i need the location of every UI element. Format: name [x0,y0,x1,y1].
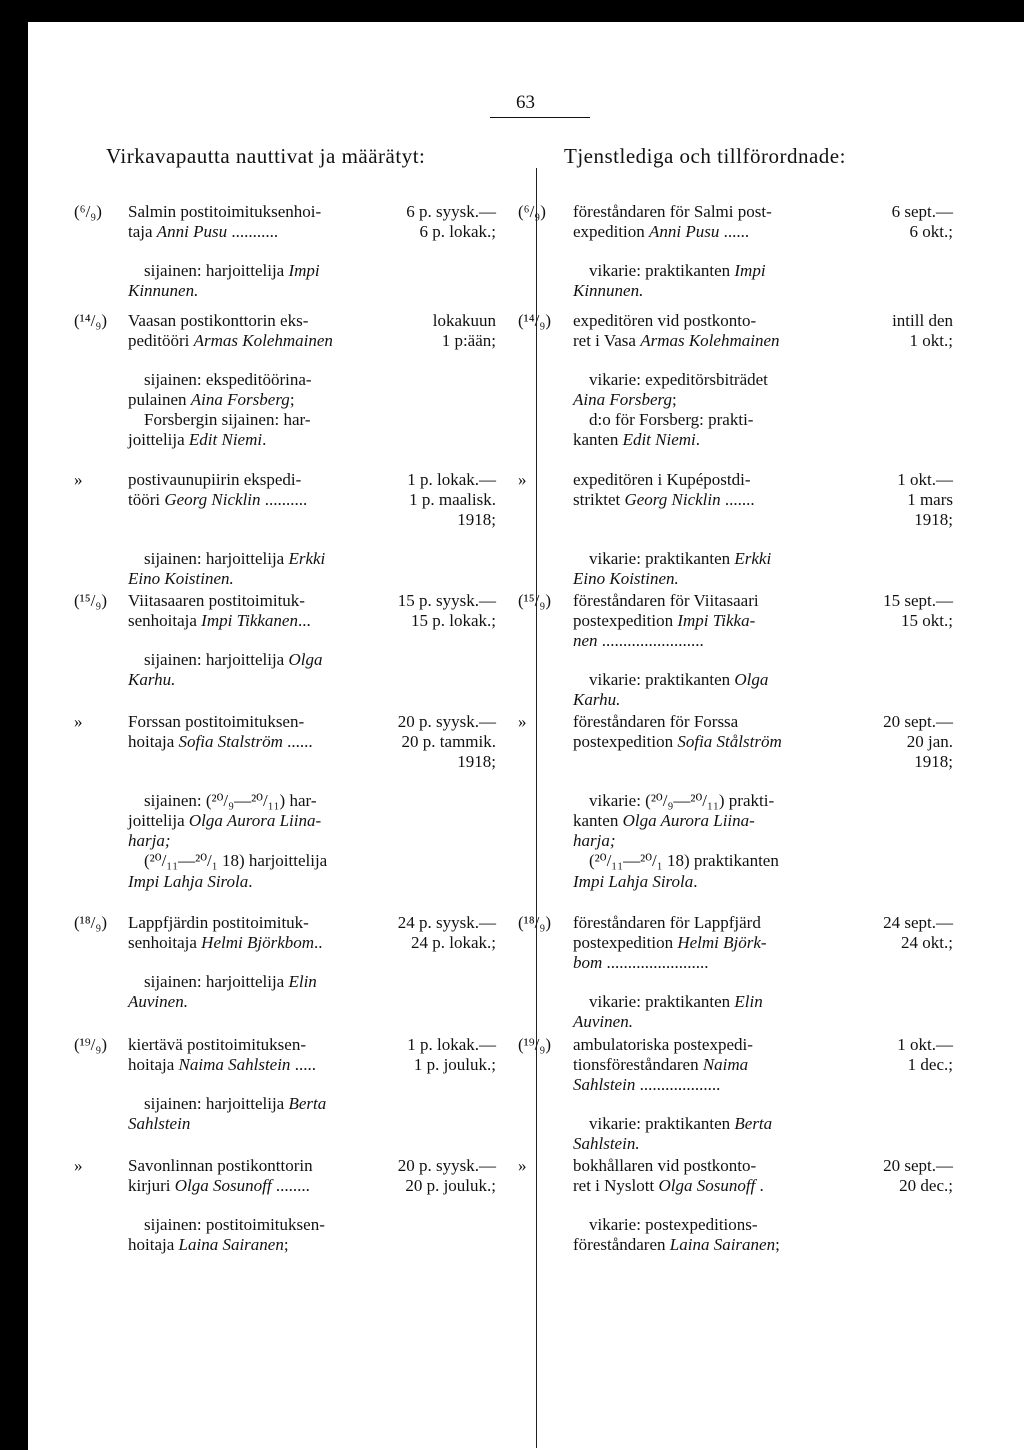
left-entry-text: Lappfjärdin postitoimituk- [128,913,309,932]
left-substitute-text: Eino Koistinen. [128,568,234,588]
left-substitute-text: Forsbergin sijainen: har- [144,409,311,429]
right-entry-date: 24 okt.; [901,933,953,953]
right-entry-date: 1 okt.; [909,331,953,351]
right-column-heading: Tjenstlediga och tillförordnade: [564,144,846,168]
left-entry-code: » [74,712,83,731]
right-entry-text: expeditören vid postkonto- [573,311,757,330]
left-entry-date: 24 p. lokak.; [411,933,496,953]
left-substitute-text: sijainen: harjoittelija Impi [144,260,320,280]
right-entry-code: (¹⁵/₉) [518,591,551,610]
right-substitute-text: vikarie: expeditörsbiträdet [589,369,768,389]
left-entry-code: (¹⁸/₉) [74,913,107,932]
right-substitute-text: Sahlstein. [573,1133,640,1153]
right-entry-text: tionsföreståndaren Naima [573,1055,749,1075]
right-substitute-text: vikarie: praktikanten Impi [589,260,766,280]
column-divider [536,168,537,1448]
right-entry-date: 1 okt.— [897,1035,953,1054]
right-substitute-text: Kinnunen. [573,280,644,300]
left-entry-date: 20 p. syysk.— [397,712,496,731]
right-entry-text: ret i Vasa Armas Kolehmainen [573,331,780,351]
right-substitute-text: (²⁰/₁₁—²⁰/₁ 18) praktikanten [589,851,779,871]
right-substitute-text: Eino Koistinen. [573,568,679,588]
left-substitute-text: Karhu. [128,669,176,689]
right-entry-date: 20 jan. [906,732,953,752]
left-entry-text: Forssan postitoimituksen- [128,712,305,731]
left-substitute-text: Sahlstein [128,1113,191,1133]
right-substitute-text: föreståndaren Laina Sairanen; [573,1234,780,1254]
left-entry-code: » [74,470,83,489]
right-substitute-text: kanten Olga Aurora Liina- [573,810,755,830]
left-entry-text: hoitaja Sofia Stalström ...... [128,732,313,752]
right-substitute-text: Karhu. [573,689,621,709]
left-entry-text: kirjuri Olga Sosunoff ........ [128,1176,310,1196]
right-entry-code: » [518,470,527,489]
right-entry-date: 1918; [914,510,953,530]
right-entry-text: nen ........................ [573,631,704,651]
right-entry-date: 1 okt.— [897,470,953,489]
right-substitute-text: vikarie: (²⁰/₉—²⁰/₁₁) prakti- [589,790,775,810]
right-entry-text: expeditören i Kupépostdi- [573,470,751,489]
left-substitute-text: sijainen: ekspeditöörina- [144,369,312,389]
right-entry-date: 1 dec.; [907,1055,953,1075]
right-entry-date: 6 okt.; [909,222,953,242]
right-entry-text: föreståndaren för Lappfjärd [573,913,761,932]
left-substitute-text: sijainen: harjoittelija Elin [144,971,317,991]
left-entry-date: 20 p. tammik. [401,732,496,752]
right-entry-code: (¹⁹/₉) [518,1035,551,1054]
document-page [28,22,1024,1450]
right-entry-date: 15 sept.— [883,591,953,610]
right-entry-code: (¹⁴/₉) [518,311,551,330]
right-entry-date: 20 sept.— [883,1156,953,1175]
right-entry-code: (⁶/₉) [518,202,546,221]
right-substitute-text: vikarie: praktikanten Berta [589,1113,773,1133]
right-substitute-text: Aina Forsberg; [573,389,677,409]
left-entry-date: 15 p. lokak.; [411,611,496,631]
left-entry-date: 1918; [457,752,496,772]
right-entry-text: bokhållaren vid postkonto- [573,1156,757,1175]
right-entry-code: » [518,1156,527,1175]
left-entry-date: 1918; [457,510,496,530]
right-substitute-text: vikarie: postexpeditions- [589,1214,758,1234]
right-substitute-text: kanten Edit Niemi. [573,430,701,450]
left-entry-text: taja Anni Pusu ........... [128,222,279,242]
right-entry-text: striktet Georg Nicklin ....... [573,490,755,510]
right-entry-text: föreståndaren för Forssa [573,712,739,731]
left-substitute-text: sijainen: harjoittelija Berta [144,1093,327,1113]
left-column-heading: Virkavapautta nauttivat ja määrätyt: [106,144,426,168]
right-substitute-text: vikarie: praktikanten Elin [589,991,763,1011]
left-substitute-text: joittelija Edit Niemi. [128,430,267,450]
right-entry-text: postexpedition Sofia Stålström [573,732,782,752]
right-substitute-text: Impi Lahja Sirola. [573,871,698,891]
left-entry-code: (¹⁹/₉) [74,1035,107,1054]
left-substitute-text: Impi Lahja Sirola. [128,871,253,891]
left-substitute-text: sijainen: postitoimituksen- [144,1214,325,1234]
left-substitute-text: sijainen: harjoittelija Erkki [144,548,326,568]
left-entry-date: 1 p:ään; [441,331,496,351]
left-entry-date: 20 p. jouluk.; [405,1176,496,1196]
right-entry-text: ambulatoriska postexpedi- [573,1035,753,1054]
right-substitute-text: vikarie: praktikanten Erkki [589,548,772,568]
left-entry-text: Salmin postitoimituksenhoi- [128,202,322,221]
right-substitute-text: Auvinen. [573,1011,633,1031]
left-entry-text: tööri Georg Nicklin .......... [128,490,308,510]
left-entry-text: Viitasaaren postitoimituk- [128,591,305,610]
right-entry-text: föreståndaren för Viitasaari [573,591,759,610]
right-entry-date: 6 sept.— [891,202,953,221]
left-entry-code: (¹⁴/₉) [74,311,107,330]
left-entry-date: 6 p. lokak.; [419,222,496,242]
left-entry-code: » [74,1156,83,1175]
left-substitute-text: joittelija Olga Aurora Liina- [128,810,322,830]
right-entry-text: expedition Anni Pusu ...... [573,222,750,242]
right-entry-text: postexpedition Impi Tikka- [573,611,756,631]
left-entry-text: postivaunupiirin ekspedi- [128,470,302,489]
right-substitute-text: harja; [573,831,616,851]
left-substitute-text: Kinnunen. [128,280,199,300]
left-entry-date: 20 p. syysk.— [397,1156,496,1175]
right-entry-date: 15 okt.; [901,611,953,631]
page-number-rule [490,117,590,118]
page-number: 63 [516,92,535,113]
left-entry-date: 1 p. jouluk.; [413,1055,496,1075]
left-substitute-text: (²⁰/₁₁—²⁰/₁ 18) harjoittelija [144,851,328,871]
left-entry-code: (¹⁵/₉) [74,591,107,610]
left-entry-text: Savonlinnan postikonttorin [128,1156,313,1175]
left-entry-text: kiertävä postitoimituksen- [128,1035,306,1054]
left-entry-date: 1 p. lokak.— [407,1035,496,1054]
right-entry-date: 1918; [914,752,953,772]
right-entry-date: 24 sept.— [883,913,953,932]
right-entry-text: föreståndaren för Salmi post- [573,202,772,221]
left-entry-text: senhoitaja Helmi Björkbom.. [128,933,323,953]
left-substitute-text: pulainen Aina Forsberg; [128,389,295,409]
right-entry-text: Sahlstein ................... [573,1075,721,1095]
left-entry-text: Vaasan postikonttorin eks- [128,311,309,330]
left-entry-date: 15 p. syysk.— [397,591,496,610]
left-substitute-text: sijainen: (²⁰/₉—²⁰/₁₁) har- [144,790,317,810]
left-substitute-text: sijainen: harjoittelija Olga [144,649,323,669]
left-entry-text: hoitaja Naima Sahlstein ..... [128,1055,316,1075]
left-entry-text: peditööri Armas Kolehmainen [128,331,333,351]
left-entry-text: senhoitaja Impi Tikkanen... [128,611,311,631]
left-substitute-text: Auvinen. [128,991,188,1011]
right-entry-code: » [518,712,527,731]
left-substitute-text: hoitaja Laina Sairanen; [128,1234,289,1254]
left-substitute-text: harja; [128,831,171,851]
right-entry-date: 20 dec.; [899,1176,953,1196]
right-entry-text: ret i Nyslott Olga Sosunoff . [573,1176,764,1196]
left-entry-date: 1 p. lokak.— [407,470,496,489]
left-entry-code: (⁶/₉) [74,202,102,221]
left-entry-date: 1 p. maalisk. [409,490,496,510]
right-entry-date: intill den [892,311,953,330]
right-entry-code: (¹⁸/₉) [518,913,551,932]
left-entry-date: 6 p. syysk.— [406,202,496,221]
right-substitute-text: vikarie: praktikanten Olga [589,669,769,689]
right-entry-date: 20 sept.— [883,712,953,731]
left-entry-date: 24 p. syysk.— [397,913,496,932]
right-entry-text: bom ........................ [573,953,709,973]
right-substitute-text: d:o för Forsberg: prakti- [589,409,754,429]
right-entry-text: postexpedition Helmi Björk- [573,933,767,953]
left-entry-date: lokakuun [432,311,496,330]
right-entry-date: 1 mars [907,490,953,510]
